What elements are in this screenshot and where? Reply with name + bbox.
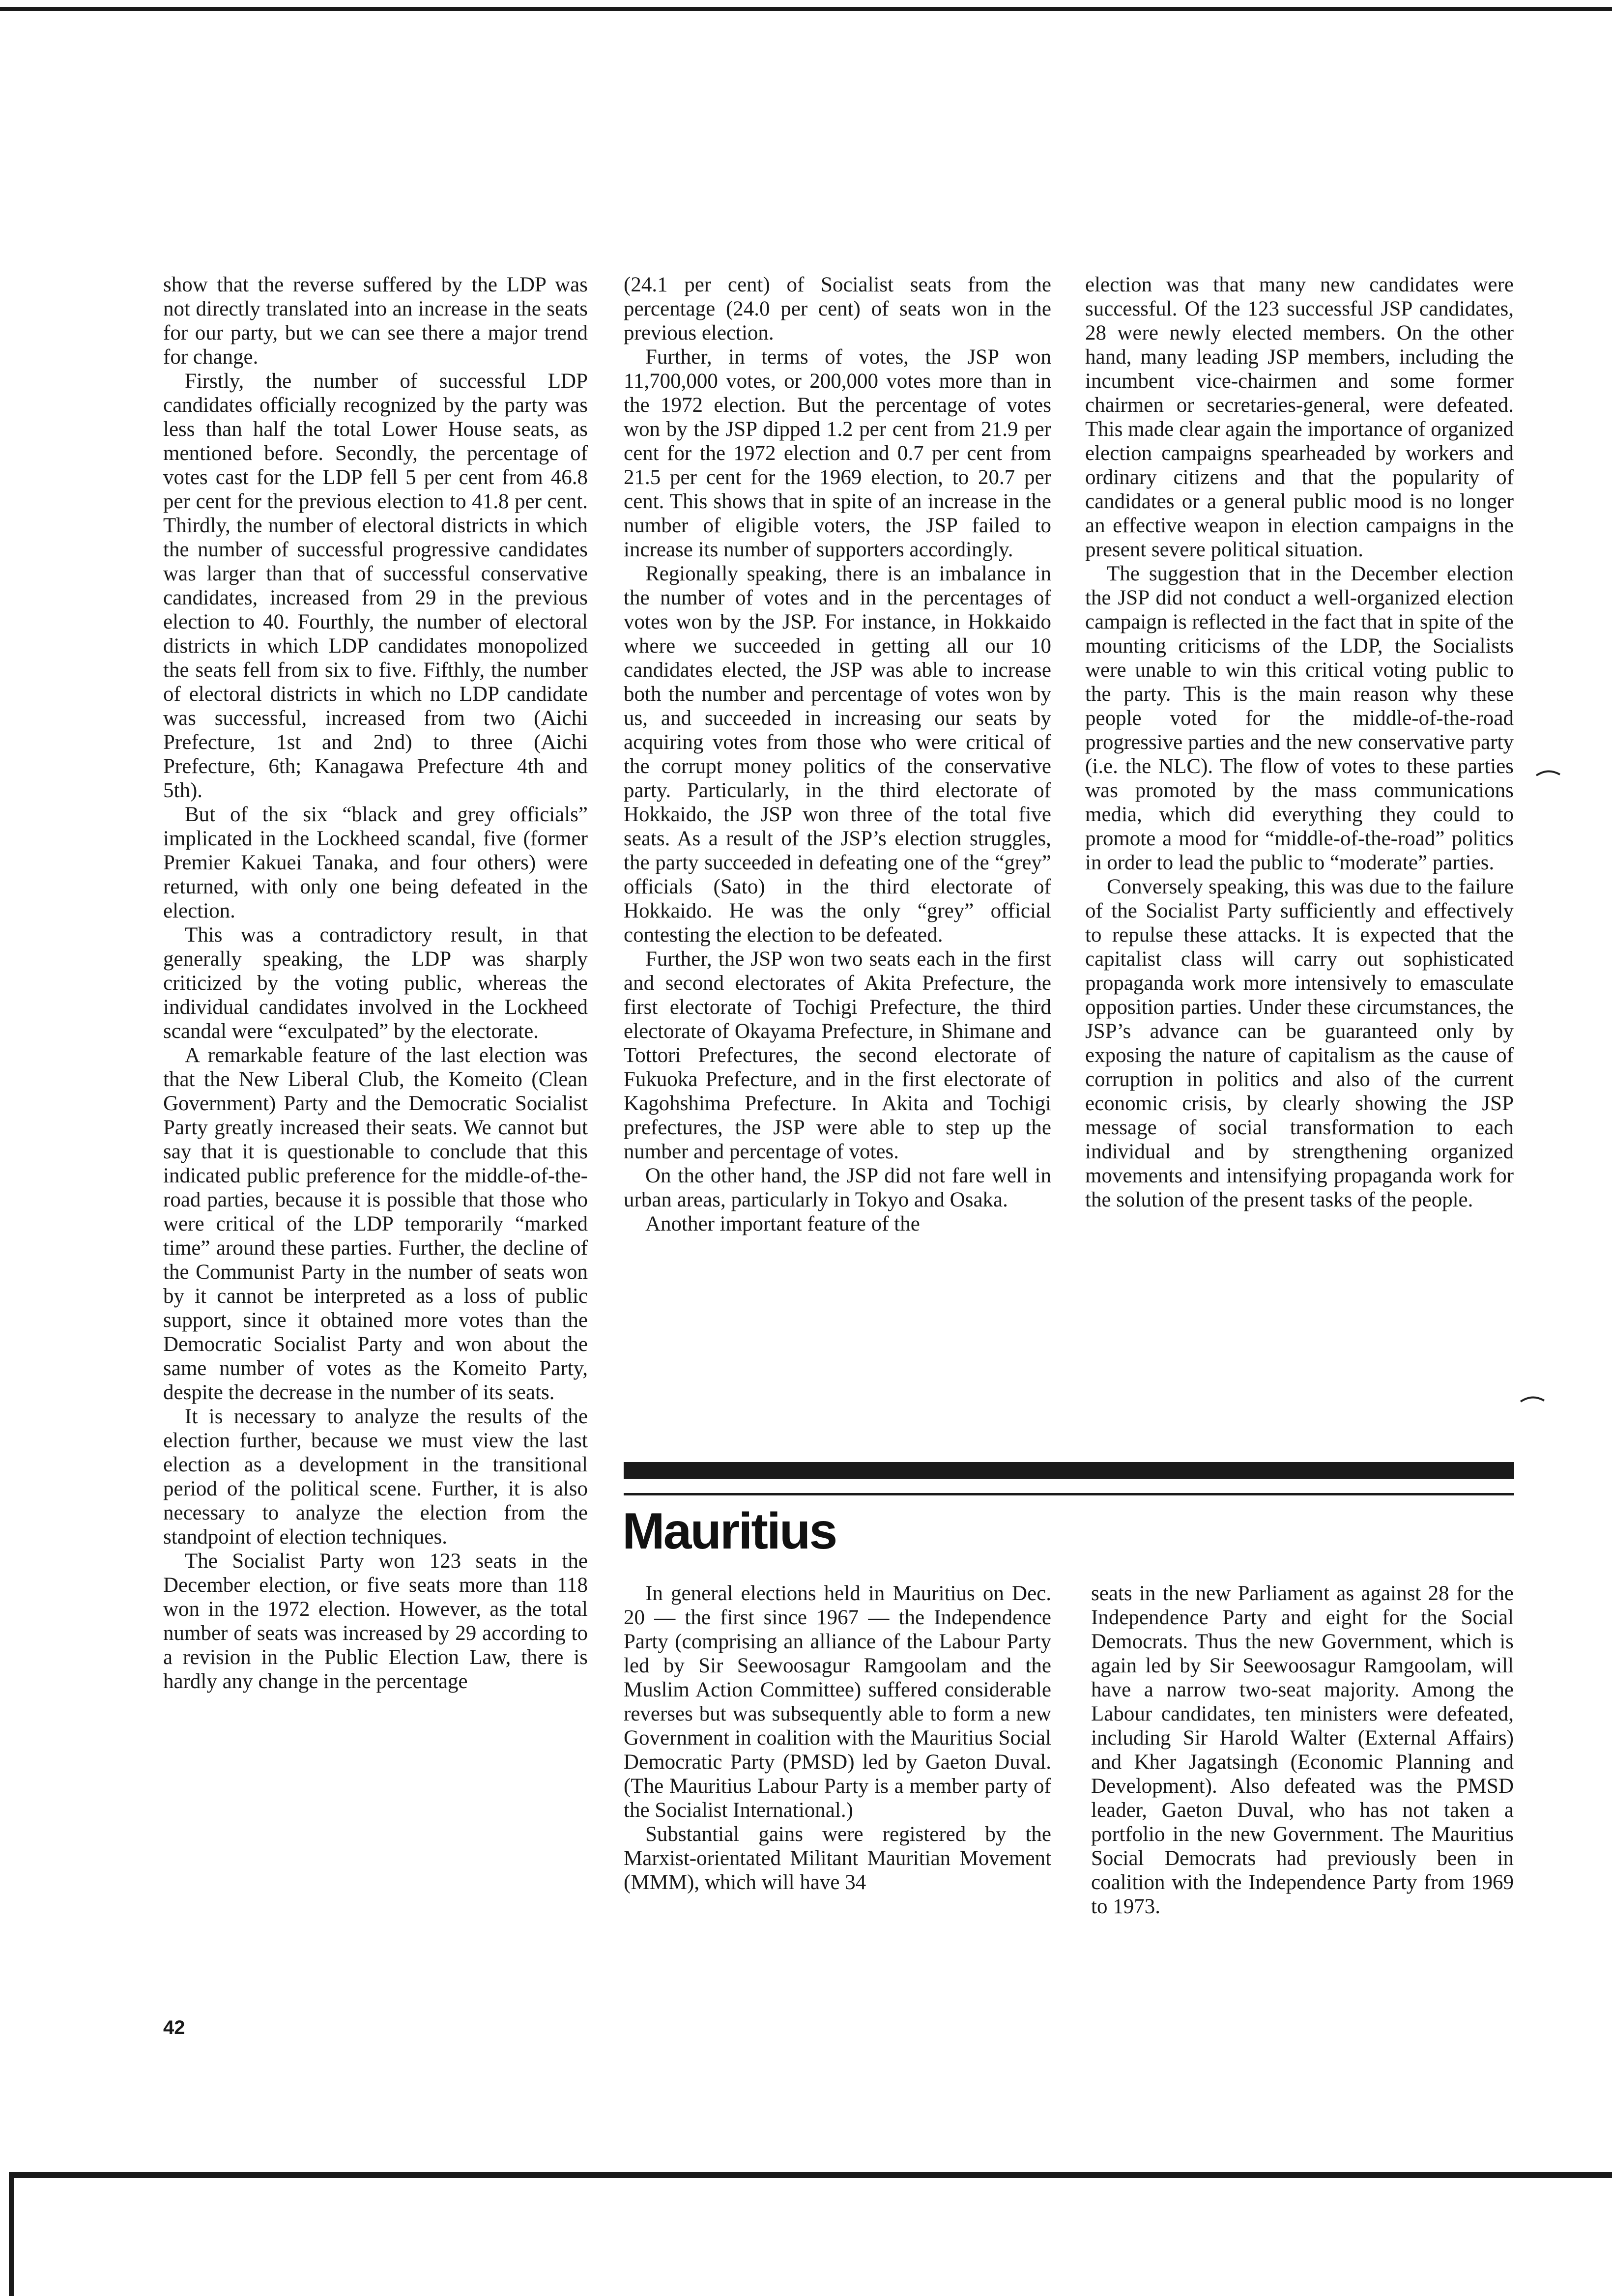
page-number: 42 [163,2017,185,2038]
margin-arc-mark [1535,767,1561,777]
paragraph: The suggestion that in the December election the JSP did not conduct a well-organized election campaign is reflected in the fact that in spite of the mounting criticisms of the LDP, the Socialists were unable to win this critical voting public to the party. This is the main reason why these people voted for the middle-of-the-road progressive parties and the new conservative party (i.e. the NLC). The flow of votes to these parties was promoted by the mass communications media, which did everything they could to promote a mood for “middle-of-the-road” politics in order to lead the public to “moderate” parties. [1085,562,1514,874]
bottom-border-rule [9,2172,1612,2178]
paragraph: (24.1 per cent) of Socialist seats from the percentage (24.0 per cent) of seats won in the previous election. [624,273,1051,344]
paragraph: On the other hand, the JSP did not fare well in urban areas, particularly in Tokyo and Osaka. [624,1164,1051,1211]
mauritius-column-1 [624,1581,1051,1894]
paragraph: Further, the JSP won two seats each in the first and second electorates of Akita Prefecture, the first electorate of Tochigi Prefecture, the third electorate of Okayama Prefecture, in Shimane and Tottori Prefectures, the second electorate of Fukuoka Prefecture, and in the first electorate of Kagohshima Prefecture. In Akita and Tochigi prefectures, the JSP were able to step up the number and percentage of votes. [624,947,1051,1163]
paragraph: The Socialist Party won 123 seats in the December election, or five seats more than 118 won in the 1972 election. However, as the total number of seats was increased by 29 according to a revision in the Public Election Law, there is hardly any change in the percentage [163,1550,588,1693]
paragraph: In general elections held in Mauritius on Dec. 20 — the first since 1967 — the Independence Party (comprising an alliance of the Labour Party led by Sir Seewoosagur Ramgoolam and the Muslim Action Committee) suffered considerable reverses but was subsequently able to form a new Government in coalition with the Mauritius Social Democratic Party (PMSD) led by Gaeton Duval. (The Mauritius Labour Party is a member party of the Socialist International.) [624,1582,1051,1822]
paragraph: A remarkable feature of the last election was that the New Liberal Club, the Komeito (Clean Government) Party and the Democratic Socialist Party greatly increased their seats. We cannot but say that it is questionable to conclude that this indicated public preference for the middle-of-the-road parties, because it is possible that those who were critical of the LDP temporarily “marked time” around these parties. Further, the decline of the Communist Party in the number of seats won by it cannot be interpreted as a loss of public support, since it obtained more votes than the Democratic Socialist Party and won about the same number of votes as the Komeito Party, despite the decrease in the number of its seats. [163,1044,588,1404]
mauritius-column-2 [1091,1581,1514,1919]
paragraph: seats in the new Parliament as against 28 for the Independence Party and eight for the Social Democrats. Thus the new Government, which is again led by Sir Seewoosagur Ramgoolam, will have a narrow two-seat majority. Among the Labour candidates, ten ministers were defeated, including Sir Harold Walter (External Affairs) and Kher Jagatsingh (Economic Planning and Development). Also defeated was the PMSD leader, Gaeton Duval, who has not taken a portfolio in the new Government. The Mauritius Social Democrats had previously been in coalition with the Independence Party from 1969 to 1973. [1091,1582,1514,1918]
top-border-rule [0,7,1612,11]
paragraph: This was a contradictory result, in that generally speaking, the LDP was sharply criticized by the voting public, whereas the individual candidates involved in the Lockheed scandal were “exculpated” by the electorate. [163,923,588,1043]
paragraph: Firstly, the number of successful LDP candidates officially recognized by the party was less than half the total Lower House seats, as mentioned before. Secondly, the percentage of votes cast for the LDP fell 5 per cent from 46.8 per cent for the previous election to 41.8 per cent. Thirdly, the number of electoral districts in which the number of successful progressive candidates was larger than that of successful conservative candidates, increased from 29 in the previous election to 40. Fourthly, the number of electoral districts in which LDP candidates monopolized the seats fell from six to five. Fifthly, the number of electoral districts in which no LDP candidate was successful, increased from two (Aichi Prefecture, 1st and 2nd) to three (Aichi Prefecture, 6th; Kanagawa Prefecture 4th and 5th). [163,370,588,802]
paragraph: Further, in terms of votes, the JSP won 11,700,000 votes, or 200,000 votes more than in the 1972 election. But the percentage of votes won by the JSP dipped 1.2 per cent from 21.9 per cent for the 1972 election and 0.7 per cent from 21.5 per cent for the 1969 election, to 20.7 per cent. This shows that in spite of an increase in the number of eligible voters, the JSP failed to increase its number of supporters accordingly. [624,345,1051,561]
article-column-3 [1085,273,1514,1212]
article-column-2 [624,273,1051,1236]
paragraph: Regionally speaking, there is an imbalance in the number of votes and in the percentages of votes won by the JSP. For instance, in Hokkaido where we succeeded in getting all our 10 candidates elected, the JSP was able to increase both the number and percentage of votes won by us, and succeeded in increasing our seats by acquiring votes from those who were critical of the corrupt money politics of the conservative party. Particularly, in the third electorate of Hokkaido, the JSP won three of the total five seats. As a result of the JSP’s election struggles, the party succeeded in defeating one of the “grey” officials (Sato) in the third electorate of Hokkaido. He was the only “grey” official contesting the election to be defeated. [624,562,1051,947]
paragraph: Substantial gains were registered by the Marxist-orientated Militant Mauritian Movement (MMM), which will have 34 [624,1823,1051,1894]
article-column-1 [163,273,588,1693]
section-divider-rule [624,1493,1514,1495]
margin-arc-mark [1520,1393,1545,1404]
paragraph: show that the reverse suffered by the LDP was not directly translated into an increase in the seats for our party, but we can see there a major trend for change. [163,273,588,369]
paragraph: election was that many new candidates were successful. Of the 123 successful JSP candidates, 28 were newly elected members. On the other hand, many leading JSP members, including the incumbent vice-chairmen and some former chairmen or secretaries-general, were defeated. This made clear again the importance of organized election campaigns spearheaded by workers and ordinary citizens and that the popularity of candidates or a general public mood is no longer an effective weapon in election campaigns in the present severe political situation. [1085,273,1514,561]
paragraph: Conversely speaking, this was due to the failure of the Socialist Party sufficiently and effectively to repulse these attacks. It is expected that the capitalist class will carry out sophisticated propaganda work more intensively to emasculate opposition parties. Under these circumstances, the JSP’s advance can be guaranteed only by exposing the nature of capitalism as the cause of corruption in politics and also of the current economic crisis, by clearly showing the JSP message of social transformation to each individual and by strengthening organized movements and intensifying propaganda work for the solution of the present tasks of the people. [1085,875,1514,1211]
paragraph: It is necessary to analyze the results of the election further, because we must view the last election as a development in the transitional period of the political scene. Further, it is also necessary to analyze the election from the standpoint of election techniques. [163,1405,588,1549]
paragraph: Another important feature of the [645,1212,920,1235]
corner-border-rule [9,2172,14,2296]
section-heading: Mauritius [622,1503,836,1560]
paragraph: But of the six “black and grey officials” implicated in the Lockheed scandal, five (former Premier Kakuei Tanaka, and four others) were returned, with only one being defeated in the election. [163,803,588,922]
section-divider-band [624,1462,1514,1479]
